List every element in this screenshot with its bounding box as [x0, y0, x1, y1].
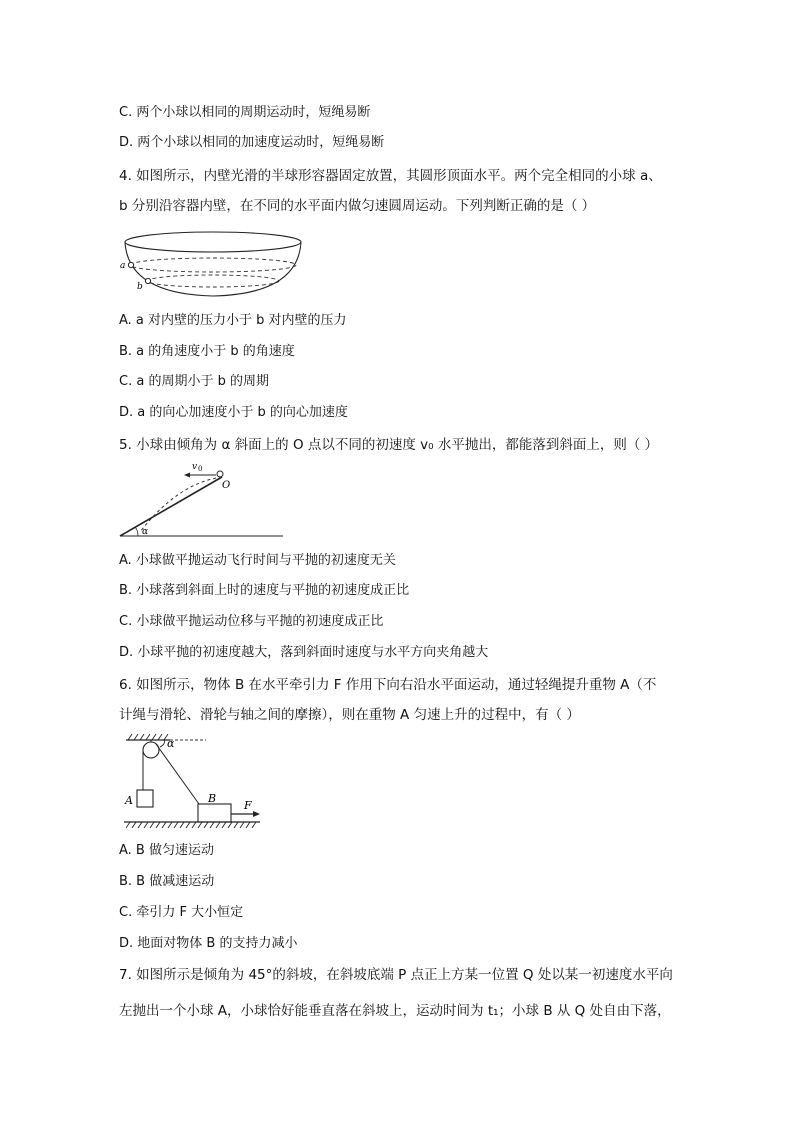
q6-option-d: D. 地面对物体 B 的支持力减小 — [119, 936, 298, 951]
q4-option-c: C. a 的周期小于 b 的周期 — [119, 374, 269, 389]
q6-stem-line2: 计绳与滑轮、滑轮与轴之间的摩擦），则在重物 A 匀速上升的过程中，有（ ） — [119, 707, 580, 723]
q3-option-d: D. 两个小球以相同的加速度运动时，短绳易断 — [119, 135, 385, 150]
label-f: F — [244, 799, 252, 812]
orbit-b — [147, 275, 279, 287]
label-a: A — [125, 794, 133, 807]
q6-option-a: A. B 做匀速运动 — [119, 843, 214, 858]
label-b: B — [208, 792, 217, 805]
bowl-body — [125, 242, 301, 296]
ground-hatch — [126, 822, 256, 828]
q6-option-c: C. 牵引力 F 大小恒定 — [119, 905, 244, 920]
label-v0-sub: 0 — [198, 465, 203, 473]
q6-stem-line1: 6. 如图所示，物体 B 在水平牵引力 F 作用下向右沿水平面运动，通过轻绳提升重物 A（不 — [119, 677, 657, 693]
q5-option-a: A. 小球做平抛运动飞行时间与平抛的初速度无关 — [119, 553, 396, 568]
block-a — [137, 790, 153, 807]
velocity-arrowhead — [184, 473, 190, 478]
q4-option-a: A. a 对内壁的压力小于 b 对内壁的压力 — [119, 313, 347, 328]
q6-pulley-figure — [118, 730, 268, 832]
q7-stem-line2: 左抛出一个小球 A，小球恰好能垂直落在斜坡上，运动时间为 t₁；小球 B 从 Q 处自由下落， — [119, 1003, 671, 1019]
block-b — [198, 804, 231, 822]
q5-option-b: B. 小球落到斜面上时的速度与平抛的初速度成正比 — [119, 583, 410, 598]
q6-option-b: B. B 做减速运动 — [119, 874, 215, 889]
ball-a — [128, 262, 133, 267]
q3-option-c: C. 两个小球以相同的周期运动时，短绳易断 — [119, 105, 371, 120]
q7-stem-line1: 7. 如图所示是倾角为 45°的斜坡，在斜坡底端 P 点正上方某一位置 Q 处以某一初速度水平向 — [119, 967, 673, 983]
label-alpha: α — [167, 737, 175, 750]
bowl-rim — [125, 232, 301, 252]
orbit-a — [130, 258, 296, 272]
trajectory-path — [140, 477, 222, 532]
q4-stem-line2: b 分别沿容器内壁，在不同的水平面内做匀速圆周运动。下列判断正确的是（ ） — [119, 198, 596, 214]
label-o: O — [222, 480, 231, 491]
label-a: a — [120, 261, 126, 271]
q5-incline-figure — [118, 458, 288, 540]
rope-to-b — [156, 744, 199, 804]
q5-option-c: C. 小球做平抛运动位移与平抛的初速度成正比 — [119, 614, 384, 629]
ball-b — [145, 278, 150, 283]
q5-stem: 5. 小球由倾角为 α 斜面上的 O 点以不同的初速度 v₀ 水平抛出，都能落到斜面上，则（ ） — [119, 437, 659, 453]
label-alpha: α — [142, 527, 149, 537]
angle-arc — [135, 527, 138, 536]
label-v0: v — [192, 462, 198, 472]
q4-stem-line1: 4. 如图所示，内壁光滑的半球形容器固定放置，其圆形顶面水平。两个完全相同的小球 a、 — [119, 168, 662, 184]
ceiling-hatch — [128, 734, 168, 740]
force-arrowhead — [253, 811, 260, 817]
ball-o — [217, 471, 223, 477]
q5-option-d: D. 小球平抛的初速度越大，落到斜面时速度与水平方向夹角越大 — [119, 645, 489, 660]
q4-hemisphere-figure — [118, 230, 308, 302]
q4-option-d: D. a 的向心加速度小于 b 的向心加速度 — [119, 405, 348, 420]
q4-option-b: B. a 的角速度小于 b 的角速度 — [119, 344, 295, 359]
angle-arc — [160, 740, 165, 747]
label-b: b — [137, 282, 143, 292]
